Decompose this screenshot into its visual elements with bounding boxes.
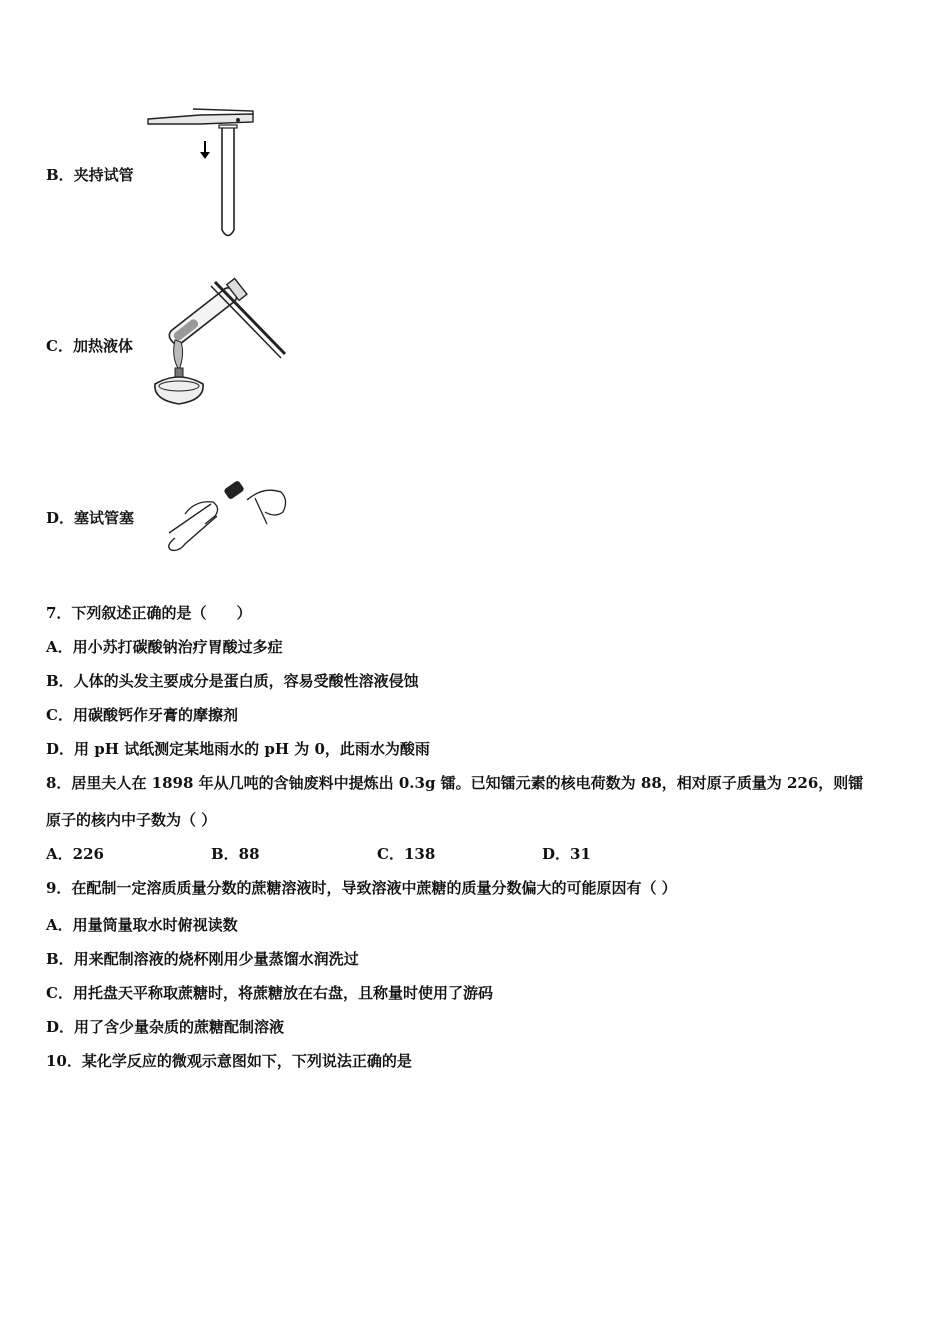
q9-option-b[interactable]: B．用来配制溶液的烧杯刚用少量蒸馏水润洗过 (46, 950, 359, 968)
q9-option-d[interactable]: D．用了含少量杂质的蔗糖配制溶液 (46, 1018, 285, 1036)
q8-option-c[interactable]: C．138 (377, 845, 436, 863)
q7-option-c[interactable]: C．用碳酸钙作牙膏的摩擦剂 (46, 706, 238, 724)
stopper-tube-figure (155, 478, 295, 553)
q8-option-a[interactable]: A．226 (46, 845, 104, 863)
q8-option-d[interactable]: D．31 (542, 845, 591, 863)
q7-stem: 7．下列叙述正确的是（ ） (46, 604, 252, 622)
q8-stem-line1: 8．居里夫人在 1898 年从几吨的含铀废料中提炼出 0.3g 镭。已知镭元素的核电荷数为 88，相对原子质量为 226，则镭 (46, 774, 864, 792)
q6-option-d[interactable]: D．塞试管塞 (46, 509, 135, 527)
q10-stem: 10．某化学反应的微观示意图如下，下列说法正确的是 (46, 1052, 412, 1070)
q8-option-b[interactable]: B．88 (211, 845, 260, 863)
test-tube-clamp-figure (145, 105, 260, 245)
q7-option-d[interactable]: D．用 pH 试纸测定某地雨水的 pH 为 0，此雨水为酸雨 (46, 740, 430, 758)
q6-option-b[interactable]: B．夹持试管 (46, 166, 134, 184)
q6-option-c[interactable]: C．加热液体 (46, 337, 133, 355)
q9-stem: 9．在配制一定溶质质量分数的蔗糖溶液时，导致溶液中蔗糖的质量分数偏大的可能原因有（ ） (46, 879, 677, 897)
q7-option-a[interactable]: A．用小苏打碳酸钠治疗胃酸过多症 (46, 638, 283, 656)
q8-stem-line2: 原子的核内中子数为（ ） (46, 811, 217, 829)
heating-liquid-figure (145, 262, 295, 412)
q7-option-b[interactable]: B．人体的头发主要成分是蛋白质，容易受酸性溶液侵蚀 (46, 672, 419, 690)
q9-option-c[interactable]: C．用托盘天平称取蔗糖时，将蔗糖放在右盘，且称量时使用了游码 (46, 984, 493, 1002)
q9-option-a[interactable]: A．用量筒量取水时俯视读数 (46, 916, 238, 934)
